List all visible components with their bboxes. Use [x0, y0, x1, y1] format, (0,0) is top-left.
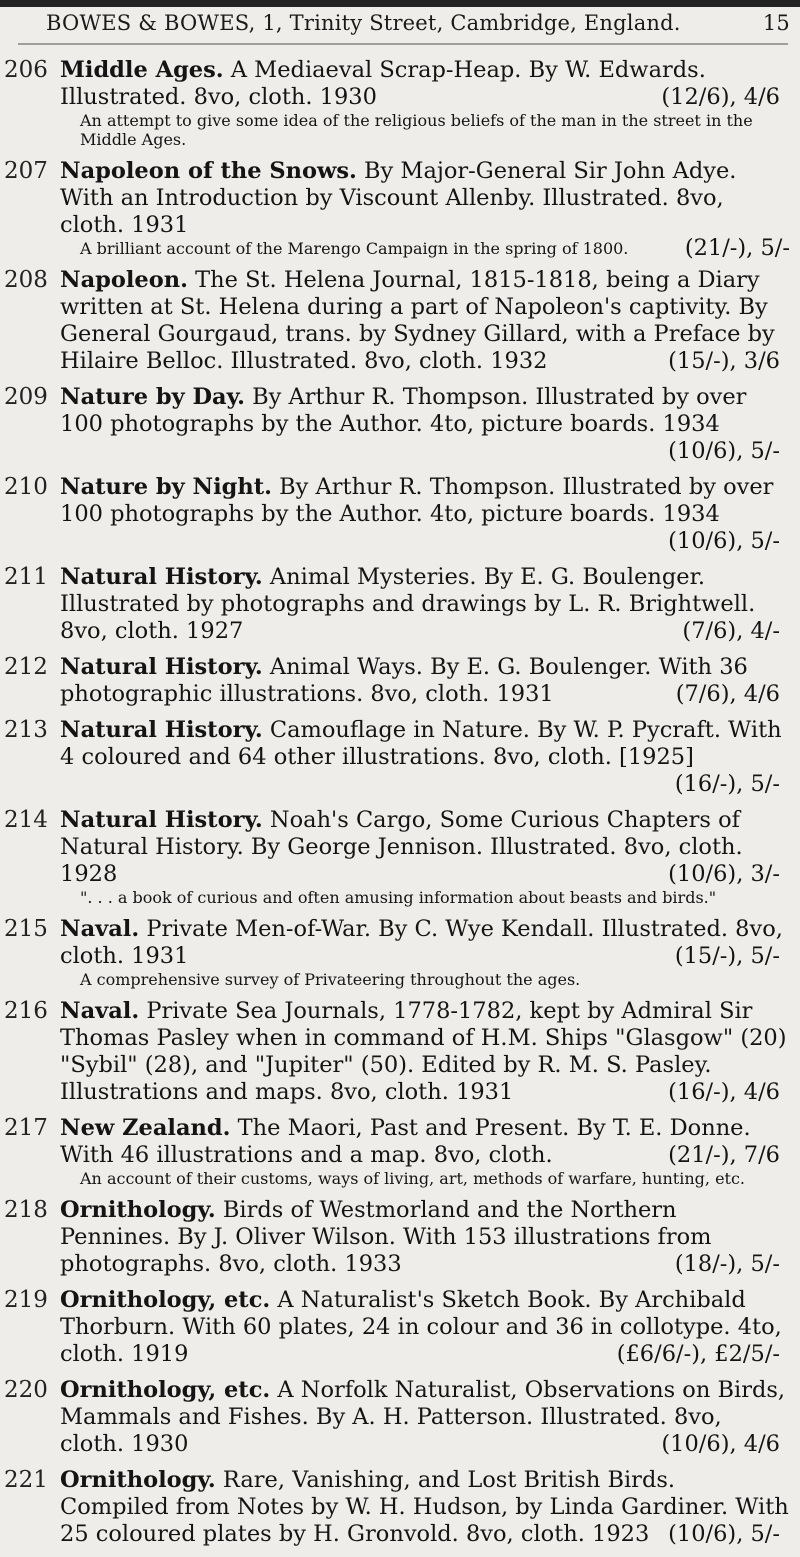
entry-body: Camouflage in Nature. By W. P. Pycraft. With 4 coloured and 64 other illustrations. 8vo, cloth. [1925] — [60, 717, 782, 770]
entry-title: Ornithology. — [60, 1197, 216, 1223]
entry-body: Private Men-of-War. By C. Wye Kendall. Illustrated. 8vo, cloth. 1931 — [60, 916, 783, 969]
entry-title: Naval. — [60, 916, 140, 942]
entry-body: A Naturalist's Sketch Book. By Archibald Thorburn. With 60 plates, 24 in colour and 36 in collotype. 4to, cloth. 1919 — [60, 1287, 782, 1367]
entry-note: An account of their customs, ways of living, art, methods of warfare, hunting, etc. — [80, 1169, 746, 1188]
entry-title: Nature by Night. — [60, 474, 272, 500]
entry-price: (21/-), 7/6 — [668, 1142, 780, 1168]
entry-price: (15/-), 3/6 — [668, 348, 780, 374]
catalogue-entry — [0, 267, 800, 375]
catalogue-entry — [0, 1115, 800, 1188]
entry-number: 208 — [4, 267, 48, 293]
catalogue-entry — [0, 717, 800, 798]
entry-price: (10/6), 5/- — [668, 438, 780, 464]
page-number: 15 — [762, 11, 790, 35]
entry-number: 213 — [4, 717, 48, 743]
entry-text — [60, 564, 800, 645]
entry-price: (10/6), 5/- — [668, 1521, 780, 1547]
entry-title: Ornithology. — [60, 1467, 216, 1493]
entry-text — [60, 717, 800, 798]
catalogue-entry — [0, 1287, 800, 1368]
entry-price: (10/6), 5/- — [668, 528, 780, 554]
entry-price: (12/6), 4/6 — [661, 84, 780, 110]
entry-body: Rare, Vanishing, and Lost British Birds. Compiled from Notes by W. H. Hudson, by Linda Gardiner. With 25 coloured plates by H. Gronvold. 8vo, cloth. 1923 — [60, 1467, 789, 1547]
entry-body: Private Sea Journals, 1778-1782, kept by Admiral Sir Thomas Pasley when in command of H.M. Ships "Glasgow" (20) "Sybil" (28), and "Jupiter" (50). Edited by R. M. S. Pasley. Illustrations and maps. 8vo, cloth. 1931 — [60, 998, 787, 1105]
entry-price: (7/6), 4/6 — [675, 681, 780, 707]
entry-body: The St. Helena Journal, 1815-1818, being a Diary written at St. Helena during a part of Napoleon's captivity. By General Gourgaud, trans. by Sydney Gillard, with a Preface by Hilaire Belloc. Illustrated. 8vo, cloth. 1932 — [60, 267, 775, 374]
entry-text — [60, 1287, 800, 1368]
entry-number: 212 — [4, 654, 48, 680]
entry-body: A Norfolk Naturalist, Observations on Birds, Mammals and Fishes. By A. H. Patterson. Illustrated. 8vo, cloth. 1930 — [60, 1377, 786, 1457]
entry-number: 206 — [4, 57, 48, 83]
entry-number: 218 — [4, 1197, 48, 1223]
catalogue-entry — [0, 474, 800, 555]
entry-body: By Major-General Sir John Adye. With an Introduction by Viscount Allenby. Illustrated. 8vo, cloth. 1931 — [60, 158, 737, 238]
entry-text — [60, 998, 800, 1106]
entry-body: The Maori, Past and Present. By T. E. Donne. With 46 illustrations and a map. 8vo, cloth. — [60, 1115, 751, 1168]
catalogue-entry — [0, 1467, 800, 1548]
entry-title: Naval. — [60, 998, 140, 1024]
entry-title: Natural History. — [60, 564, 263, 590]
top-border — [0, 0, 800, 7]
entry-text — [60, 384, 800, 465]
entry-number: 210 — [4, 474, 48, 500]
page-header — [46, 11, 796, 35]
entry-text — [60, 807, 800, 888]
catalogue-entry — [0, 654, 800, 708]
entry-text — [60, 1377, 800, 1458]
entry-text — [60, 267, 800, 375]
entry-body: Birds of Westmorland and the Northern Pennines. By J. Oliver Wilson. With 153 illustrations from photographs. 8vo, cloth. 1933 — [60, 1197, 712, 1277]
entry-title: Natural History. — [60, 654, 263, 680]
entry-text — [60, 1467, 800, 1548]
entry-title: New Zealand. — [60, 1115, 231, 1141]
entry-text — [60, 654, 800, 708]
entry-note: ". . . a book of curious and often amusing information about beasts and birds." — [80, 888, 717, 907]
entry-body: A Mediaeval Scrap-Heap. By W. Edwards. Illustrated. 8vo, cloth. 1930 — [60, 57, 706, 110]
entry-price: (10/6), 3/- — [668, 861, 780, 887]
catalogue-entry — [0, 57, 800, 149]
entry-title: Ornithology, etc. — [60, 1287, 271, 1313]
catalogue-entries — [0, 57, 800, 1557]
entry-body: By Arthur R. Thompson. Illustrated by over 100 photographs by the Author. 4to, picture boards. 1934 — [60, 384, 747, 437]
entry-text — [60, 158, 800, 239]
entry-note-row — [60, 235, 800, 261]
catalogue-entry — [0, 158, 800, 261]
catalogue-entry — [0, 564, 800, 645]
entry-text — [60, 916, 800, 970]
entry-number: 211 — [4, 564, 48, 590]
entry-number: 217 — [4, 1115, 48, 1141]
entry-number: 219 — [4, 1287, 48, 1313]
entry-price: (18/-), 5/- — [674, 1251, 780, 1277]
entry-number: 207 — [4, 158, 48, 184]
header-text: BOWES & BOWES, 1, Trinity Street, Cambridge, England. — [46, 11, 681, 35]
entry-title: Natural History. — [60, 717, 263, 743]
entry-number: 215 — [4, 916, 48, 942]
entry-body: Noah's Cargo, Some Curious Chapters of Natural History. By George Jennison. Illustrated. 8vo, cloth. 1928 — [60, 807, 743, 887]
entry-note: A brilliant account of the Marengo Campaign in the spring of 1800. — [80, 239, 629, 258]
entry-number: 221 — [4, 1467, 48, 1493]
entry-text — [60, 474, 800, 555]
entry-text — [60, 57, 800, 111]
entry-note: An attempt to give some idea of the religious beliefs of the man in the street in the Middle Ages. — [80, 111, 753, 149]
entry-price: (16/-), 5/- — [674, 771, 780, 797]
entry-body: By Arthur R. Thompson. Illustrated by over 100 photographs by the Author. 4to, picture boards. 1934 — [60, 474, 774, 527]
catalogue-entry — [0, 998, 800, 1106]
entry-body: Animal Ways. By E. G. Boulenger. With 36 photographic illustrations. 8vo, cloth. 1931 — [60, 654, 748, 707]
entry-title: Napoleon of the Snows. — [60, 158, 357, 184]
entry-number: 216 — [4, 998, 48, 1024]
entry-body: Animal Mysteries. By E. G. Boulenger. Illustrated by photographs and drawings by L. R. Brightwell. 8vo, cloth. 1927 — [60, 564, 756, 644]
entry-number: 220 — [4, 1377, 48, 1403]
header-rule — [18, 43, 788, 45]
entry-title: Nature by Day. — [60, 384, 245, 410]
entry-price: (16/-), 4/6 — [668, 1079, 780, 1105]
entry-price: (£6/6/-), £2/5/- — [616, 1341, 780, 1367]
entry-title: Ornithology, etc. — [60, 1377, 271, 1403]
entry-text — [60, 1197, 800, 1278]
entry-price: (15/-), 5/- — [674, 943, 780, 969]
entry-price: (10/6), 4/6 — [661, 1431, 780, 1457]
catalogue-entry — [0, 384, 800, 465]
entry-title: Middle Ages. — [60, 57, 224, 83]
catalogue-entry — [0, 916, 800, 989]
catalogue-entry — [0, 1377, 800, 1458]
entry-title: Napoleon. — [60, 267, 188, 293]
catalogue-entry — [0, 1197, 800, 1278]
entry-note: A comprehensive survey of Privateering throughout the ages. — [80, 970, 581, 989]
entry-title: Natural History. — [60, 807, 263, 833]
catalogue-entry — [0, 807, 800, 907]
entry-price: (7/6), 4/- — [682, 618, 780, 644]
entry-text — [60, 1115, 800, 1169]
entry-number: 209 — [4, 384, 48, 410]
entry-price: (21/-), 5/- — [684, 235, 790, 261]
entry-number: 214 — [4, 807, 48, 833]
